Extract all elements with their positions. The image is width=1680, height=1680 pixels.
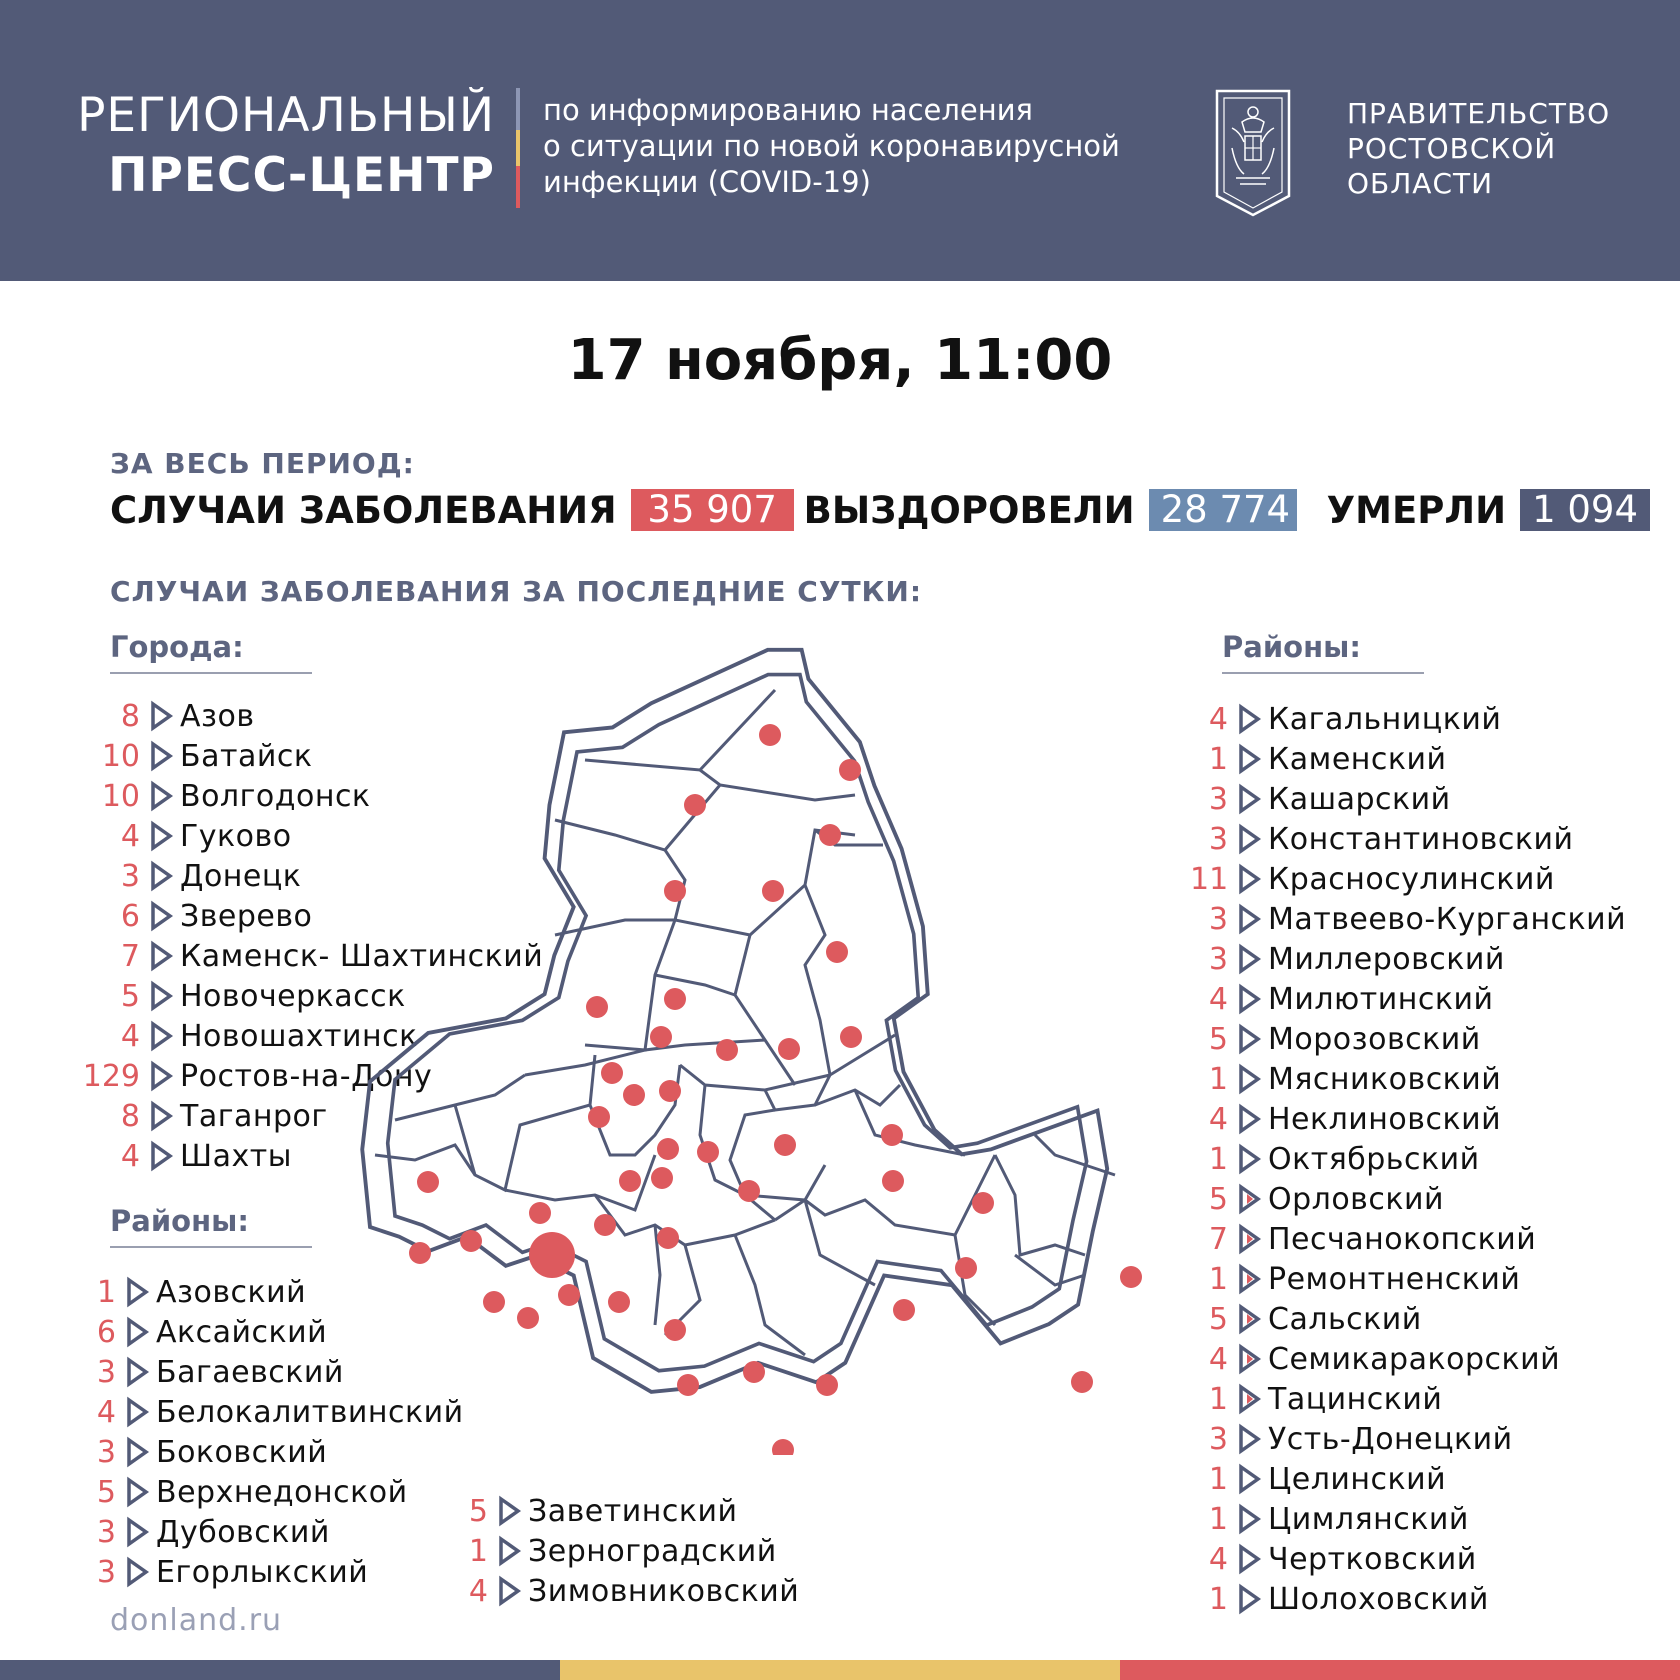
case-marker (684, 794, 706, 816)
case-count: 1 (1208, 1061, 1228, 1097)
case-marker (657, 1227, 679, 1249)
totals-row (110, 488, 1650, 532)
list-item (78, 1512, 464, 1552)
place-name: Семикаракорский (1268, 1341, 1561, 1377)
case-marker (650, 1026, 672, 1048)
play-arrow-icon (1236, 1383, 1262, 1415)
list-item (450, 1531, 799, 1571)
place-name: Донецк (180, 858, 302, 894)
case-count: 1 (1208, 741, 1228, 777)
play-arrow-icon (148, 940, 174, 972)
place-name: Чертковский (1268, 1541, 1477, 1577)
case-count: 6 (120, 898, 140, 934)
case-count: 1 (1208, 1581, 1228, 1617)
case-count: 5 (468, 1493, 488, 1529)
case-count: 4 (1208, 1541, 1228, 1577)
list-item (1190, 1339, 1626, 1379)
case-marker (743, 1361, 765, 1383)
footer-stripe-red (1120, 1660, 1680, 1680)
place-name: Шахты (180, 1138, 292, 1174)
brand-subtitle-line: по информированию населения (543, 93, 1033, 127)
list-item (1190, 979, 1626, 1019)
place-name: Кагальницкий (1268, 701, 1502, 737)
list-item (1190, 939, 1626, 979)
place-name: Тацинский (1268, 1381, 1443, 1417)
case-count: 3 (1208, 901, 1228, 937)
case-marker (529, 1202, 551, 1224)
place-name: Милютинский (1268, 981, 1494, 1017)
play-arrow-icon (148, 1140, 174, 1172)
place-name: Дубовский (156, 1514, 330, 1550)
play-arrow-icon (124, 1476, 150, 1508)
play-arrow-icon (124, 1516, 150, 1548)
play-arrow-icon (1236, 1023, 1262, 1055)
case-marker (762, 880, 784, 902)
list-item (1190, 899, 1626, 939)
case-count: 7 (120, 938, 140, 974)
case-marker (619, 1170, 641, 1192)
case-count: 7 (1208, 1221, 1228, 1257)
case-marker (483, 1291, 505, 1313)
case-count: 4 (1208, 701, 1228, 737)
case-count: 8 (120, 1098, 140, 1134)
period-label: ЗА ВЕСЬ ПЕРИОД: (110, 447, 415, 480)
case-count: 4 (120, 818, 140, 854)
play-arrow-icon (124, 1356, 150, 1388)
place-name: Волгодонск (180, 778, 371, 814)
place-name: Ремонтненский (1268, 1261, 1521, 1297)
case-count: 3 (96, 1434, 116, 1470)
report-date: 17 ноября, 11:00 (567, 328, 1113, 393)
government-name-line: РОСТОВСКОЙ (1347, 132, 1557, 165)
case-count: 3 (96, 1354, 116, 1390)
case-marker (972, 1192, 994, 1214)
place-name: Октябрьский (1268, 1141, 1480, 1177)
play-arrow-icon (148, 820, 174, 852)
list-item (1190, 1099, 1626, 1139)
case-count: 1 (1208, 1141, 1228, 1177)
play-arrow-icon (1236, 983, 1262, 1015)
case-count: 4 (96, 1394, 116, 1430)
play-arrow-icon (1236, 703, 1262, 735)
brand-subtitle-line: о ситуации по новой коронавирусной (543, 129, 1120, 163)
play-arrow-icon (148, 780, 174, 812)
case-count: 1 (1208, 1461, 1228, 1497)
rayons-heading-right: Районы: (1222, 630, 1424, 674)
play-arrow-icon (1236, 943, 1262, 975)
case-count: 4 (120, 1138, 140, 1174)
play-arrow-icon (148, 1020, 174, 1052)
government-name-line: ПРАВИТЕЛЬСТВО (1347, 97, 1611, 130)
government-name (1347, 96, 1610, 201)
case-marker (759, 724, 781, 746)
case-marker (826, 941, 848, 963)
case-marker (774, 1134, 796, 1156)
case-marker (409, 1242, 431, 1264)
case-count: 11 (1190, 861, 1229, 897)
brand-subtitle (543, 92, 1143, 200)
government-name-line: ОБЛАСТИ (1347, 167, 1494, 200)
case-count: 3 (96, 1554, 116, 1590)
list-item (1190, 1139, 1626, 1179)
case-marker (677, 1374, 699, 1396)
case-marker (460, 1230, 482, 1252)
case-marker (657, 1138, 679, 1160)
case-marker (558, 1284, 580, 1306)
list-item (78, 1552, 464, 1592)
case-marker (840, 1026, 862, 1048)
case-count: 129 (82, 1058, 140, 1094)
place-name: Белокалитвинский (156, 1394, 464, 1430)
case-count: 10 (101, 738, 140, 774)
place-name: Каменский (1268, 741, 1447, 777)
list-item (1190, 859, 1626, 899)
play-arrow-icon (1236, 783, 1262, 815)
place-name: Песчанокопский (1268, 1221, 1537, 1257)
list-item (1190, 1579, 1626, 1619)
case-count: 4 (1208, 981, 1228, 1017)
place-name: Миллеровский (1268, 941, 1505, 977)
list-item (1190, 1419, 1626, 1459)
place-name: Аксайский (156, 1314, 328, 1350)
case-count: 5 (120, 978, 140, 1014)
play-arrow-icon (148, 1060, 174, 1092)
brand-title-line2: ПРЕСС-ЦЕНТР (108, 148, 495, 203)
place-name: Азов (180, 698, 255, 734)
place-name: Батайск (180, 738, 313, 774)
case-marker (882, 1170, 904, 1192)
case-count: 6 (96, 1314, 116, 1350)
place-name: Заветинский (528, 1493, 738, 1529)
case-marker (529, 1232, 575, 1278)
place-name: Боковский (156, 1434, 328, 1470)
case-marker (664, 1319, 686, 1341)
case-count: 3 (1208, 941, 1228, 977)
list-item (1190, 1459, 1626, 1499)
list-item (78, 1472, 464, 1512)
case-count: 3 (1208, 1421, 1228, 1457)
play-arrow-icon (1236, 1503, 1262, 1535)
place-name: Морозовский (1268, 1021, 1481, 1057)
list-item (450, 1571, 799, 1611)
case-marker (738, 1180, 760, 1202)
play-arrow-icon (1236, 1223, 1262, 1255)
coat-of-arms-icon (1214, 88, 1292, 218)
case-count: 4 (468, 1573, 488, 1609)
case-count: 1 (1208, 1261, 1228, 1297)
list-item (450, 1491, 799, 1531)
case-marker (608, 1291, 630, 1313)
cities-heading: Города: (110, 630, 312, 674)
case-count: 10 (101, 778, 140, 814)
cases-label: СЛУЧАИ ЗАБОЛЕВАНИЯ (110, 488, 617, 532)
place-name: Таганрог (180, 1098, 328, 1134)
play-arrow-icon (1236, 1583, 1262, 1615)
region-outline-outer (362, 650, 1107, 1392)
play-arrow-icon (1236, 1183, 1262, 1215)
case-count: 4 (120, 1018, 140, 1054)
play-arrow-icon (148, 860, 174, 892)
play-arrow-icon (1236, 1143, 1262, 1175)
case-marker (588, 1106, 610, 1128)
case-count: 1 (1208, 1501, 1228, 1537)
place-name: Каменск- Шахтинский (180, 938, 544, 974)
case-marker (586, 996, 608, 1018)
case-marker (955, 1257, 977, 1279)
case-marker (1120, 1266, 1142, 1288)
play-arrow-icon (1236, 1463, 1262, 1495)
case-count: 4 (1208, 1341, 1228, 1377)
rayons-list-middle (450, 1491, 799, 1611)
place-name: Новошахтинск (180, 1018, 418, 1054)
play-arrow-icon (1236, 1343, 1262, 1375)
case-marker (517, 1307, 539, 1329)
case-marker (881, 1124, 903, 1146)
place-name: Усть-Донецкий (1268, 1421, 1513, 1457)
place-name: Зверево (180, 898, 313, 934)
play-arrow-icon (148, 740, 174, 772)
cases-badge: 35 907 (631, 489, 794, 531)
case-marker (1071, 1371, 1093, 1393)
list-item (1190, 1499, 1626, 1539)
place-name: Красносулинский (1268, 861, 1555, 897)
list-item (1190, 739, 1626, 779)
play-arrow-icon (1236, 863, 1262, 895)
place-name: Неклиновский (1268, 1101, 1502, 1137)
place-name: Целинский (1268, 1461, 1447, 1497)
case-count: 3 (1208, 821, 1228, 857)
play-arrow-icon (148, 980, 174, 1012)
case-marker (664, 880, 686, 902)
list-item (1190, 1219, 1626, 1259)
place-name: Багаевский (156, 1354, 344, 1390)
footer-stripe-yellow (560, 1660, 1120, 1680)
list-item (1190, 819, 1626, 859)
place-name: Ростов-на-Дону (180, 1058, 433, 1094)
region-map (355, 635, 1205, 1455)
place-name: Сальский (1268, 1301, 1422, 1337)
place-name: Егорлыкский (156, 1554, 369, 1590)
case-count: 5 (1208, 1181, 1228, 1217)
play-arrow-icon (1236, 823, 1262, 855)
case-marker (601, 1062, 623, 1084)
recovered-label: ВЫЗДОРОВЕЛИ (803, 488, 1135, 532)
case-count: 3 (96, 1514, 116, 1550)
play-arrow-icon (148, 700, 174, 732)
place-name: Кашарский (1268, 781, 1451, 817)
case-count: 1 (96, 1274, 116, 1310)
place-name: Верхнедонской (156, 1474, 408, 1510)
case-count: 3 (120, 858, 140, 894)
place-name: Гуково (180, 818, 292, 854)
play-arrow-icon (124, 1436, 150, 1468)
place-name: Зерноградский (528, 1533, 777, 1569)
place-name: Матвеево-Курганский (1268, 901, 1627, 937)
case-count: 8 (120, 698, 140, 734)
case-count: 5 (96, 1474, 116, 1510)
case-marker (659, 1080, 681, 1102)
list-item (1190, 1299, 1626, 1339)
header-banner (0, 0, 1680, 281)
site-link[interactable]: donland.ru (110, 1603, 283, 1638)
case-marker (651, 1167, 673, 1189)
list-item (1190, 1179, 1626, 1219)
case-marker (778, 1038, 800, 1060)
list-item (1190, 1259, 1626, 1299)
play-arrow-icon (124, 1556, 150, 1588)
brand-title-line1: РЕГИОНАЛЬНЫЙ (77, 88, 495, 143)
rayons-heading-left: Районы: (110, 1204, 312, 1248)
play-arrow-icon (1236, 1543, 1262, 1575)
play-arrow-icon (496, 1575, 522, 1607)
case-marker (819, 824, 841, 846)
case-count: 1 (1208, 1381, 1228, 1417)
footer-stripe-blue (0, 1660, 560, 1680)
list-item (1190, 1539, 1626, 1579)
play-arrow-icon (148, 1100, 174, 1132)
case-count: 5 (1208, 1021, 1228, 1057)
list-item (1190, 1019, 1626, 1059)
case-markers (409, 724, 1142, 1455)
list-item (1190, 779, 1626, 819)
deaths-label: УМЕРЛИ (1326, 488, 1507, 532)
place-name: Орловский (1268, 1181, 1444, 1217)
brand-subtitle-line: инфекции (COVID-19) (543, 165, 871, 199)
case-count: 4 (1208, 1101, 1228, 1137)
play-arrow-icon (1236, 1423, 1262, 1455)
place-name: Цимлянский (1268, 1501, 1469, 1537)
play-arrow-icon (1236, 1103, 1262, 1135)
place-name: Мясниковский (1268, 1061, 1502, 1097)
case-count: 3 (1208, 781, 1228, 817)
case-marker (893, 1299, 915, 1321)
list-item (1190, 699, 1626, 739)
case-marker (772, 1439, 794, 1455)
case-marker (697, 1141, 719, 1163)
case-count: 1 (468, 1533, 488, 1569)
play-arrow-icon (1236, 903, 1262, 935)
case-marker (417, 1171, 439, 1193)
case-marker (664, 988, 686, 1010)
place-name: Азовский (156, 1274, 307, 1310)
daily-label: СЛУЧАИ ЗАБОЛЕВАНИЯ ЗА ПОСЛЕДНИЕ СУТКИ: (110, 575, 923, 608)
play-arrow-icon (124, 1316, 150, 1348)
list-item (1190, 1379, 1626, 1419)
case-marker (716, 1039, 738, 1061)
place-name: Шолоховский (1268, 1581, 1489, 1617)
play-arrow-icon (1236, 1263, 1262, 1295)
play-arrow-icon (124, 1396, 150, 1428)
rayons-list-right (1190, 699, 1626, 1619)
case-marker (594, 1214, 616, 1236)
play-arrow-icon (1236, 743, 1262, 775)
play-arrow-icon (496, 1495, 522, 1527)
case-count: 5 (1208, 1301, 1228, 1337)
play-arrow-icon (1236, 1063, 1262, 1095)
place-name: Зимовниковский (528, 1573, 800, 1609)
play-arrow-icon (496, 1535, 522, 1567)
place-name: Константиновский (1268, 821, 1574, 857)
case-marker (816, 1374, 838, 1396)
deaths-badge: 1 094 (1520, 489, 1650, 531)
list-item (1190, 1059, 1626, 1099)
play-arrow-icon (124, 1276, 150, 1308)
play-arrow-icon (1236, 1303, 1262, 1335)
case-marker (839, 759, 861, 781)
case-marker (623, 1084, 645, 1106)
recovered-badge: 28 774 (1149, 489, 1297, 531)
play-arrow-icon (148, 900, 174, 932)
place-name: Новочеркасск (180, 978, 406, 1014)
brand-divider (516, 88, 520, 208)
